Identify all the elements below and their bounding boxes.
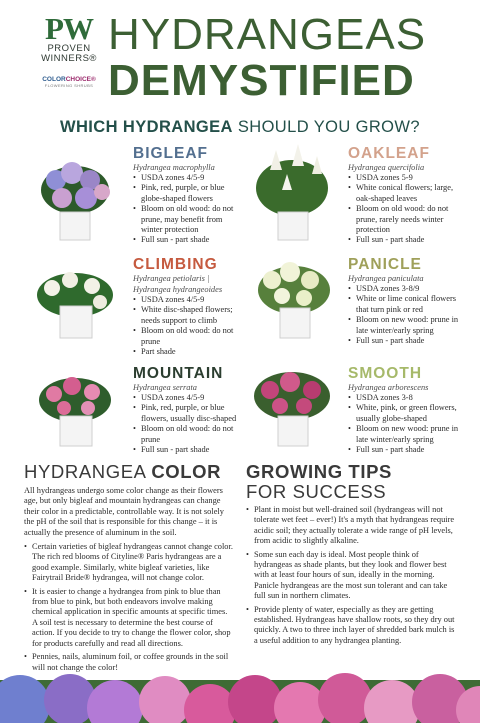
section-title-light: FOR SUCCESS (246, 481, 387, 502)
color-choice-part2: CHOICE® (65, 76, 96, 83)
tips-bullet: • Provide plenty of water, especially as they are getting established. Hydrangeas have shallow roots, so they dry out quickly. A two to three inch layer of shredded bark mulch is a useful addition to any hydrangea planting. (246, 605, 458, 647)
plant-entry-panicle (348, 257, 460, 346)
section-title-bold: GROWING TIPS (246, 461, 392, 482)
climbing-plant-image (37, 272, 113, 338)
plant-scientific-name: Hydrangea petiolaris | Hydrangea hydrangeoides (133, 274, 223, 294)
plant-bullet: • Bloom on new wood: prune in late winter/early spring (348, 424, 460, 445)
plant-bullet: • White disc-shaped flowers; needs support to climb (133, 305, 243, 326)
plant-bullet: • Bloom on old wood: do not prune (133, 326, 243, 347)
plant-entry-bigleaf (133, 146, 243, 246)
plant-entry-climbing (133, 257, 243, 357)
plant-name: PANICLE (348, 256, 422, 273)
plant-name: BIGLEAF (133, 145, 209, 162)
flower-border-image (0, 650, 480, 723)
tips-bullet: • Some sun each day is ideal. Most people think of hydrangeas as shade plants, but they look and flower best with at least four hours of sun, ideally in the morning. Panicle hydrangeas are the most sun tolerant and can take full sun in northern climates. (246, 550, 458, 602)
plant-bullet: • USDA zones 3-8/9 (348, 284, 460, 294)
plant-bullet: • Full sun - part shade (348, 336, 460, 346)
plant-bullet: • USDA zones 5-9 (348, 173, 460, 183)
logo-brand-line2: WINNERS® (41, 53, 97, 64)
section-title (24, 462, 234, 482)
logo-mark: PW (45, 11, 93, 46)
color-choice-part1: COLOR (42, 76, 66, 83)
plant-bullet: • Pink, red, purple, or blue flowers, usually disc-shaped (133, 403, 243, 424)
section-title-bold-line (246, 462, 458, 482)
color-choice-logo (34, 76, 104, 83)
plant-name: CLIMBING (133, 256, 218, 273)
hydrangea-color-section (24, 462, 234, 673)
panicle-plant-image (258, 262, 330, 338)
plant-bullet: • USDA zones 4/5-9 (133, 295, 243, 305)
plant-bullet: • Full sun - part shade (133, 445, 243, 455)
plant-bullet: • White conical flowers; large, oak-shaped leaves (348, 183, 460, 204)
color-bullet: • Pennies, nails, aluminum foil, or coffee grounds in the soil will not change the color! (24, 652, 234, 673)
section-title-light: HYDRANGEA (24, 461, 152, 482)
subtitle-bold: WHICH HYDRANGEA (60, 118, 233, 136)
color-bullet: • It is easier to change a hydrangea from pink to blue than from blue to pink, but both endeavors involve making chemical application in specific amounts at specific times. A soil test is necessary to determine the best course of action. If you decide to try to change the flower color, shop for products carefully and read all directions. (24, 587, 234, 649)
logo-brand-line1: PROVEN (47, 43, 91, 54)
smooth-plant-image (254, 372, 330, 446)
oakleaf-plant-image (256, 144, 328, 240)
plant-name: MOUNTAIN (133, 365, 224, 382)
plant-scientific-name: Hydrangea arborescens (348, 383, 429, 392)
plant-scientific-name: Hydrangea paniculata (348, 274, 424, 283)
color-bullet: • Certain varieties of bigleaf hydrangeas cannot change color. The rich red blooms of Cityline® Paris hydrangeas are a good example. Similarly, white bigleaf varieties, like Fairytrail Bride® hydrangea, will not change color. (24, 542, 234, 584)
tips-bullet: • Plant in moist but well-drained soil (hydrangeas will not tolerate wet feet – ever!) It's a myth that hydrangeas require acidic soil; they actually tolerate a wide range of pH levels, from acidic to slightly alkaline. (246, 505, 458, 547)
plant-bullet: • Full sun - part shade (348, 445, 460, 455)
page-subtitle (0, 118, 480, 137)
plant-bullet: • Pink, red, purple, or blue globe-shaped flowers (133, 183, 243, 204)
plant-bullet: • Full sun - part shade (133, 235, 243, 245)
plant-scientific-name: Hydrangea serrata (133, 383, 197, 392)
plant-bullet: • White or lime conical flowers that turn pink or red (348, 294, 460, 315)
color-choice-tagline: FLOWERING SHRUBS (44, 83, 94, 88)
plant-bullet: • USDA zones 4/5-9 (133, 393, 243, 403)
plant-bullet: • Full sun - part shade (348, 235, 460, 245)
plant-name: SMOOTH (348, 365, 423, 382)
plant-bullet: • USDA zones 4/5-9 (133, 173, 243, 183)
page-title-line1: HYDRANGEAS (108, 10, 427, 59)
plant-entry-oakleaf (348, 146, 460, 246)
growing-tips-section (246, 462, 458, 646)
plant-bullet: • Bloom on old wood: do not prune, rarely needs winter protection (348, 204, 460, 235)
mountain-plant-image (39, 377, 111, 446)
plant-bullet: • Bloom on new wood: prune in late winter/early spring (348, 315, 460, 336)
plant-bullet: • Bloom on old wood: do not prune, may benefit from winter protection (133, 204, 243, 235)
plant-scientific-name: Hydrangea quercifolia (348, 163, 425, 172)
page-title-line2: DEMYSTIFIED (108, 56, 415, 105)
plant-bullet: • Part shade (133, 347, 243, 357)
color-intro: All hydrangeas undergo some color change as their flowers age, but only bigleaf and mountain hydrangeas can change their color in a predictable, controllable way. It is not solely the pH of the soil that is responsible for this change – it is actually the presence of aluminum in the soil. (24, 486, 224, 537)
plant-bullet: • White, pink, or green flowers, usually globe-shaped (348, 403, 460, 424)
bigleaf-plant-image (41, 162, 110, 240)
subtitle-rest: SHOULD YOU GROW? (232, 118, 420, 136)
plant-name: OAKLEAF (348, 145, 430, 162)
plant-entry-mountain (133, 366, 243, 455)
section-title-bold: COLOR (151, 461, 222, 482)
proven-winners-logo (34, 11, 104, 104)
plant-bullet: • Bloom on old wood: do not prune (133, 424, 243, 445)
plant-bullet: • USDA zones 3-8 (348, 393, 460, 403)
plant-entry-smooth (348, 366, 460, 455)
plant-scientific-name: Hydrangea macrophylla (133, 163, 215, 172)
